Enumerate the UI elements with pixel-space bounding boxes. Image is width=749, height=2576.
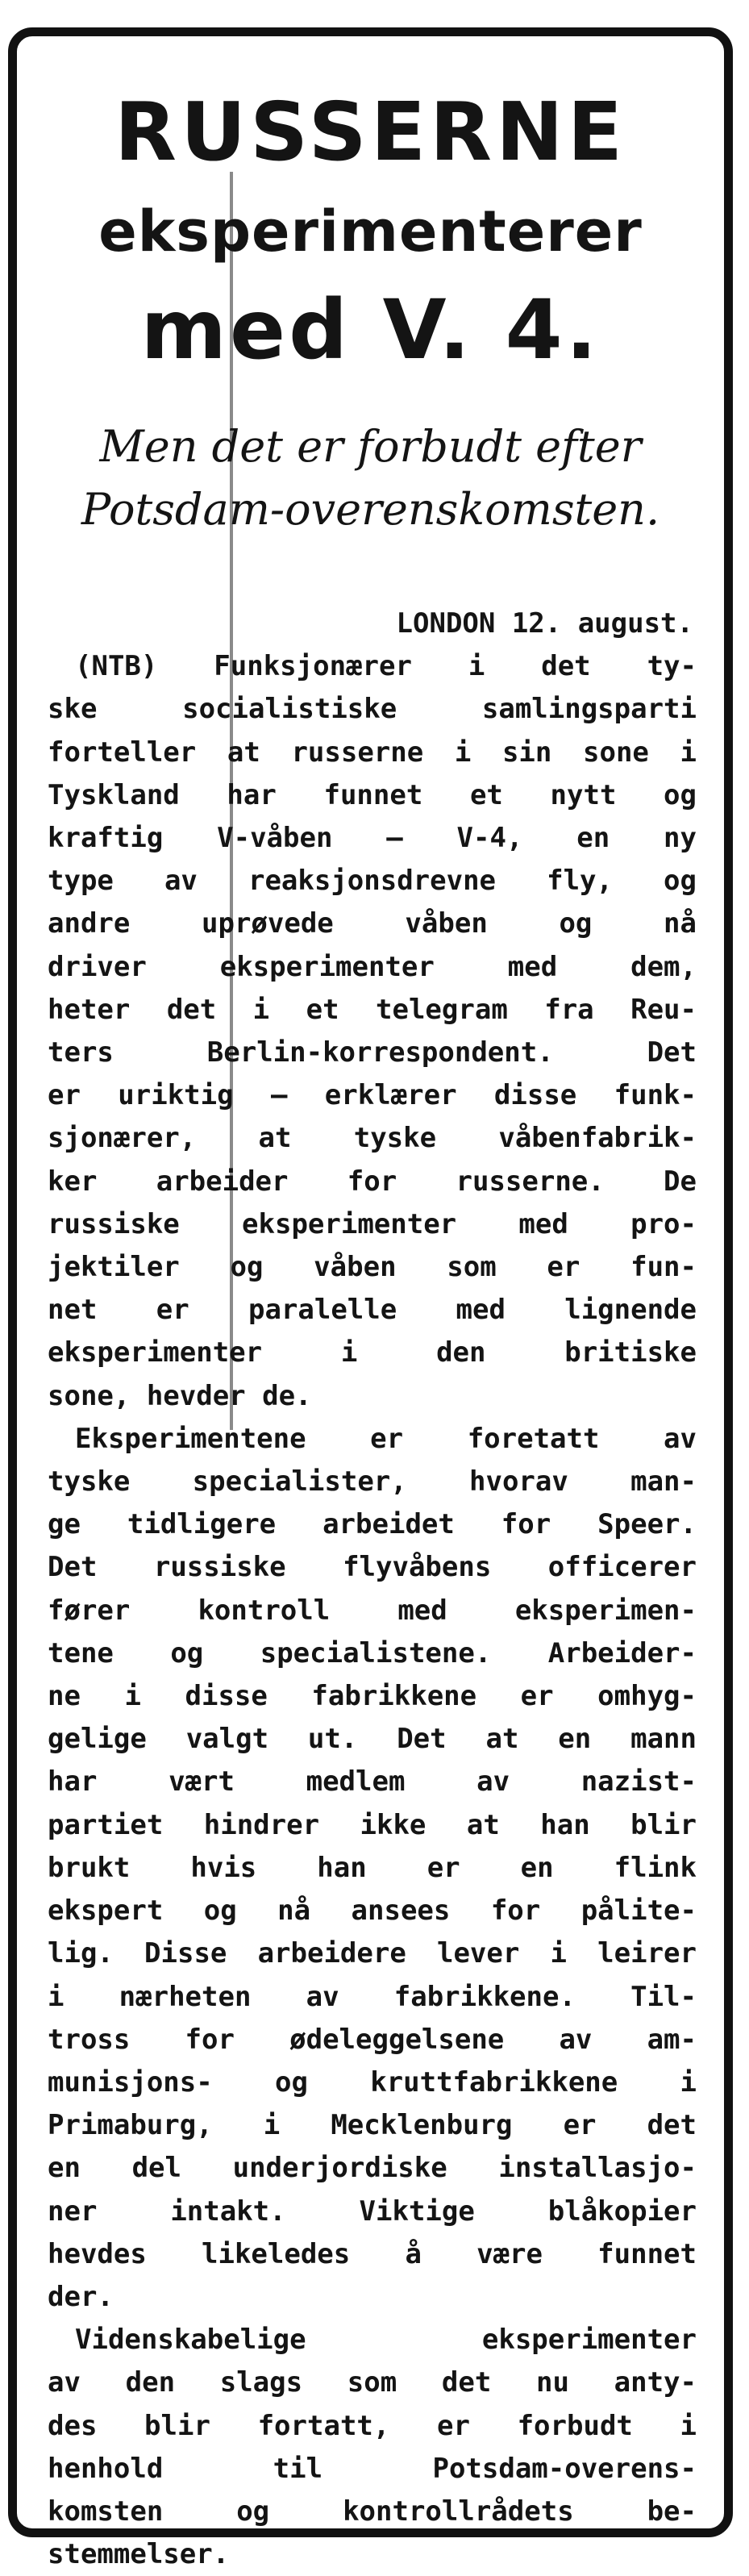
text-line: ker arbeider for russerne. De — [48, 1165, 697, 1198]
text-line: Det russiske flyvåbens officerer — [48, 1551, 697, 1584]
text-line: ner intakt. Viktige blåkopier — [48, 2195, 697, 2228]
headline-line-3: med V. 4. — [140, 282, 601, 378]
text-line: jektiler og våben som er fun- — [48, 1251, 697, 1284]
text-line: andre uprøvede våben og nå — [48, 907, 697, 940]
dateline: LONDON 12. august. — [396, 607, 693, 640]
text-line: driver eksperimenter med dem, — [48, 950, 697, 983]
text-line: kraftig V-våben — V-4, en ny — [48, 822, 697, 855]
subheadline-line-1: Men det er forbudt efter — [99, 421, 642, 472]
text-line: en del underjordiske installasjo- — [48, 2152, 697, 2185]
text-line: ske socialistiske samlingsparti — [48, 693, 697, 726]
text-line: brukt hvis han er en flink — [48, 1851, 697, 1884]
text-line: tross for ødeleggelsene av am- — [48, 2023, 697, 2056]
text-line: tene og specialistene. Arbeider- — [48, 1636, 697, 1669]
text-line: henhold til Potsdam-overens- — [48, 2452, 697, 2485]
text-line: Eksperimentene er foretatt av — [75, 1422, 697, 1455]
text-line: stemmelser. — [48, 2538, 230, 2571]
headline-line-1: RUSSERNE — [114, 85, 627, 179]
text-line: i nærheten av fabrikkene. Til- — [48, 1980, 697, 2013]
text-line: fører kontroll med eksperimen- — [48, 1594, 697, 1627]
text-line: (NTB) Funksjonærer i det ty- — [75, 650, 697, 683]
text-line: net er paralelle med lignende — [48, 1294, 697, 1327]
subheadline — [49, 415, 692, 541]
text-line: har vært medlem av nazist- — [48, 1765, 697, 1799]
text-line: eksperimenter i den britiske — [48, 1336, 697, 1369]
text-line: lig. Disse arbeidere lever i leirer — [48, 1937, 697, 1970]
text-line: tyske specialister, hvorav man- — [48, 1465, 697, 1498]
text-line: sjonærer, at tyske våbenfabrik- — [48, 1122, 697, 1155]
text-line: ters Berlin-korrespondent. Det — [48, 1036, 697, 1069]
text-line: Videnskabelige eksperimenter — [75, 2324, 697, 2357]
text-line: Primaburg, i Mecklenburg er det — [48, 2109, 697, 2142]
text-line: ge tidligere arbeidet for Speer. — [48, 1508, 697, 1541]
text-line: ekspert og nå ansees for pålite- — [48, 1894, 697, 1928]
text-line: russiske eksperimenter med pro- — [48, 1207, 697, 1240]
text-line: des blir fortatt, er forbudt i — [48, 2409, 697, 2442]
text-line: gelige valgt ut. Det at en mann — [48, 1723, 697, 1756]
text-line: hevdes likeledes å være funnet — [48, 2237, 697, 2270]
text-line: partiet hindrer ikke at han blir — [48, 1808, 697, 1841]
text-line: Tyskland har funnet et nytt og — [48, 778, 697, 811]
article-clipping — [35, 54, 706, 2571]
article-frame — [8, 27, 733, 2571]
text-line: munisjons- og kruttfabrikkene i — [48, 2065, 697, 2099]
text-line: forteller at russerne i sin sone i — [48, 736, 697, 769]
subheadline-line-2: Potsdam-overenskomsten. — [81, 484, 660, 535]
text-line: av den slags som det nu anty- — [48, 2366, 697, 2399]
text-line: sone, hevder de. — [48, 1379, 312, 1412]
headline-line-2: eksperimenterer — [98, 198, 643, 265]
text-line: heter det i et telegram fra Reu- — [48, 993, 697, 1026]
text-line: type av reaksjonsdrevne fly, og — [48, 865, 697, 898]
article-body — [48, 602, 697, 2576]
text-line: er uriktig — erklærer disse funk- — [48, 1079, 697, 1112]
text-line: ne i disse fabrikkene er omhyg- — [48, 1680, 697, 1713]
text-line: komsten og kontrollrådets be- — [48, 2495, 697, 2528]
text-line: der. — [48, 2280, 114, 2313]
